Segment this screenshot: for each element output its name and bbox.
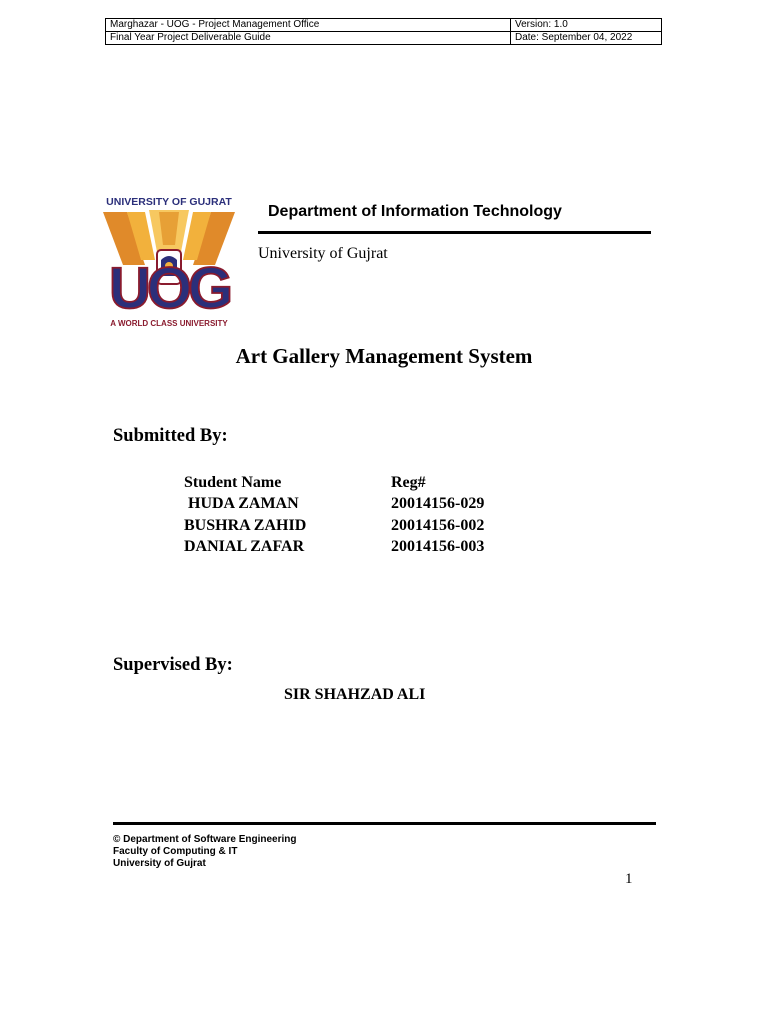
student-name: DANIAL ZAFAR xyxy=(184,537,305,555)
footer-block xyxy=(113,834,297,870)
student-row xyxy=(184,536,484,557)
document-header-table xyxy=(105,18,662,45)
supervisor-name: SIR SHAHZAD ALI xyxy=(284,686,426,703)
student-reg: 20014156-002 xyxy=(391,516,485,534)
student-reg: 20014156-029 xyxy=(391,495,485,513)
submitted-by-heading: Submitted By: xyxy=(113,426,228,446)
header-org: Marghazar - UOG - Project Management Office xyxy=(106,19,511,32)
student-name: HUDA ZAMAN xyxy=(184,495,299,513)
footer-university: University of Gujrat xyxy=(113,858,206,869)
footer-divider xyxy=(113,822,656,825)
university-logo xyxy=(93,190,245,335)
header-version: Version: 1.0 xyxy=(511,19,662,32)
department-heading: Department of Information Technology xyxy=(268,203,562,220)
student-table xyxy=(184,472,484,557)
column-reg: Reg# xyxy=(391,474,426,491)
footer-faculty: Faculty of Computing & IT xyxy=(113,846,238,857)
header-date: Date: September 04, 2022 xyxy=(511,32,662,45)
logo-motto: A WORLD CLASS UNIVERSITY xyxy=(110,319,228,328)
department-divider xyxy=(258,231,651,234)
header-guide: Final Year Project Deliverable Guide xyxy=(106,32,511,45)
page-number: 1 xyxy=(625,871,633,887)
logo-letters: UOG xyxy=(108,256,230,321)
footer-copyright: © Department of Software Engineering xyxy=(113,834,297,845)
supervised-by-heading: Supervised By: xyxy=(113,655,233,675)
student-table-header xyxy=(184,472,484,493)
student-row xyxy=(184,515,484,536)
logo-top-text: UNIVERSITY OF GUJRAT xyxy=(106,196,232,208)
column-student-name: Student Name xyxy=(184,474,282,491)
project-title: Art Gallery Management System xyxy=(235,344,533,368)
student-row xyxy=(184,493,484,514)
student-name: BUSHRA ZAHID xyxy=(184,516,307,534)
student-reg: 20014156-003 xyxy=(391,537,485,555)
university-name: University of Gujrat xyxy=(258,245,388,262)
